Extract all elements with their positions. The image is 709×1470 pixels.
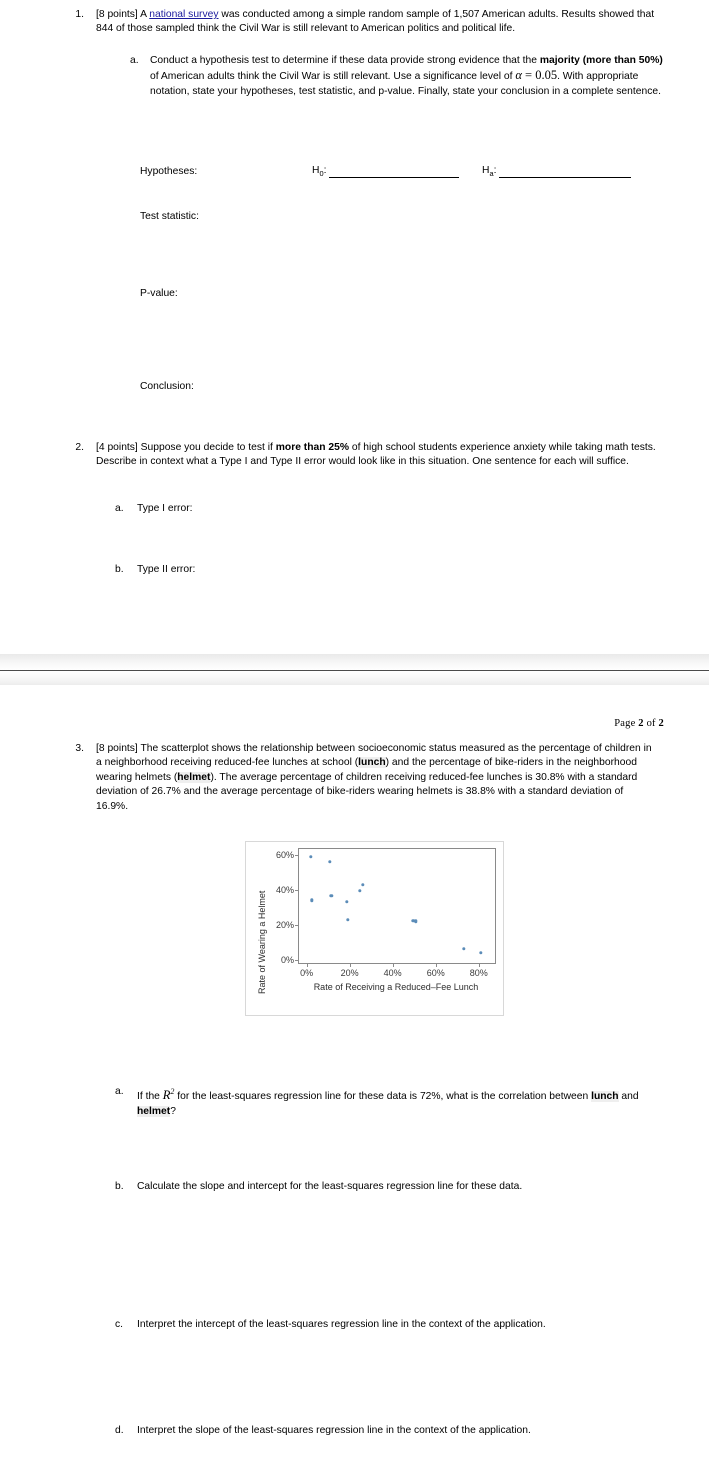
chart-x-tick-label-40: 40% [383,968,402,978]
test-statistic-label: Test statistic: [140,211,199,222]
h0-answer-blank[interactable] [329,166,459,178]
chart-x-tick-label-0: 0% [300,968,314,978]
chart-plot-area [298,848,496,964]
question-2-stem-part1: [4 points] Suppose you decide to test if [96,442,276,453]
question-3a-letter: a. [115,1086,124,1097]
question-3d-letter: d. [115,1425,124,1436]
page-number [0,718,664,729]
question-2a-letter: a. [115,503,124,514]
scatterplot-figure [245,841,504,1016]
lunch-variable-2: lunch [591,1091,619,1103]
page-number-total: 2 [658,718,664,729]
chart-y-tick-label-40: 40% [275,885,294,895]
question-3b-letter: b. [115,1181,124,1192]
question-1-number: 1. [75,9,84,20]
question-1-stem-part1: [8 points] A [96,9,150,20]
question-1a-bold1: majority (more than 50%) [539,55,663,66]
page-break-shadow-above [0,654,709,670]
helmet-variable-1: helmet [177,771,211,783]
p-value-label: P-value: [140,288,178,299]
chart-x-tick-label-60: 60% [426,968,445,978]
question-2a-text: Type I error: [137,503,193,514]
page-number-mid: of [643,718,659,729]
question-1a-letter: a. [130,55,139,66]
question-3-stem-part1: [8 points] The scatterplot shows the relationship between socioeconomic status measured as the percentage of children in a neighborhood receiving reduced-fee lunches at school ( [96,743,652,769]
chart-y-tick-label-20: 20% [275,920,294,931]
question-2-stem-bold: more than 25% [275,442,349,453]
chart-x-tick-mark-0 [307,964,308,967]
h0-symbol: $H_0$: [312,165,327,179]
lunch-variable-1: lunch [358,757,386,769]
question-3b-text: Calculate the slope and intercept for the least-squares regression line for these data. [137,1181,523,1192]
chart-y-tick-mark-40 [295,890,298,891]
question-3d-text: Interpret the slope of the least-squares regression line in the context of the application. [137,1425,531,1436]
chart-x-axis-title: Rate of Receiving a Reduced–Fee Lunch [313,982,479,992]
question-2-stem [96,441,666,470]
question-2-number: 2. [75,442,84,453]
alpha-symbol: α [515,68,522,83]
question-3-stem-part3: ). The average percentage of children receiving reduced-fee lunches is 30.8% with a standard deviation of 26.7% and the average percentage of bike-riders wearing helmets is 38.8% with a standard deviation of 16.9%. [96,771,638,812]
question-1a-text3: . With appropriate notation, state your hypotheses, test statistic, and p-value. Finally, state your conclusion in a complete sentence. [150,71,661,97]
hypotheses-label: Hypotheses: [140,166,198,177]
chart-x-tick-label-80: 80% [469,968,488,978]
chart-y-tick-label-60: 60% [275,849,294,860]
question-1a-text [150,54,664,99]
r-squared-symbol: $R^2$ [162,1087,175,1103]
question-3c-text: Interpret the intercept of the least-squares regression line in the context of the application. [137,1319,546,1330]
question-3a-text3: and [618,1091,639,1103]
question-3-number: 3. [75,743,84,754]
h0-blank-row [312,165,459,178]
alpha-equals: = [521,68,536,83]
page-break-shadow-below [0,671,709,685]
page-number-current: 2 [638,718,644,729]
alpha-value: 0.05 [535,68,558,83]
question-1a-text1: Conduct a hypothesis test to determine if these data provide strong evidence that the [150,55,540,66]
scatterplot-canvas [246,842,503,1015]
page-number-prefix: Page [614,718,639,729]
chart-x-tick-label-20: 20% [340,968,359,978]
chart-y-tick-mark-0 [295,960,298,961]
question-2b-letter: b. [115,564,124,575]
chart-y-tick-mark-60 [295,855,298,856]
national-survey-link[interactable]: national survey [149,9,219,20]
ha-answer-blank[interactable] [499,166,631,178]
question-3a-text2: for the least-squares regression line for these data is 72%, what is the correlation between [174,1091,592,1103]
chart-x-tick-mark-80 [479,964,480,967]
chart-y-tick-label-0: 0% [280,955,294,966]
helmet-variable-2: helmet [137,1105,171,1117]
ha-blank-row [482,165,631,178]
question-3-stem-part2: ) and the percentage of bike-riders in the neighborhood wearing helmets ( [96,757,637,783]
chart-x-tick-mark-20 [350,964,351,967]
question-2b-text: Type II error: [137,564,196,575]
chart-x-tick-mark-40 [393,964,394,967]
question-1-stem [96,8,664,37]
question-3a-text1: If the [137,1091,163,1103]
question-1a-text2: of American adults think the Civil War is still relevant. Use a significance level of [150,71,516,83]
chart-x-tick-mark-60 [436,964,437,967]
chart-y-tick-mark-20 [295,925,298,926]
ha-symbol: $H_a$: [482,165,497,179]
question-2-stem-part2: of high school students experience anxiety while taking math tests. Describe in context what a Type I and Type II error would look like in this situation. One sentence for each will suffice. [96,442,656,468]
question-3a-text4: ? [170,1105,176,1117]
conclusion-label: Conclusion: [140,381,194,392]
question-3-stem [96,742,652,814]
question-3a-text [137,1085,662,1119]
question-3c-letter: c. [115,1319,124,1330]
question-1-stem-part2: was conducted among a simple random sample of 1,507 American adults. Results showed that 844 of those sampled think the Civil War is still relevant to American politics and political life. [96,9,655,35]
chart-y-axis-title: Rate of Wearing a Helmet [257,890,267,994]
